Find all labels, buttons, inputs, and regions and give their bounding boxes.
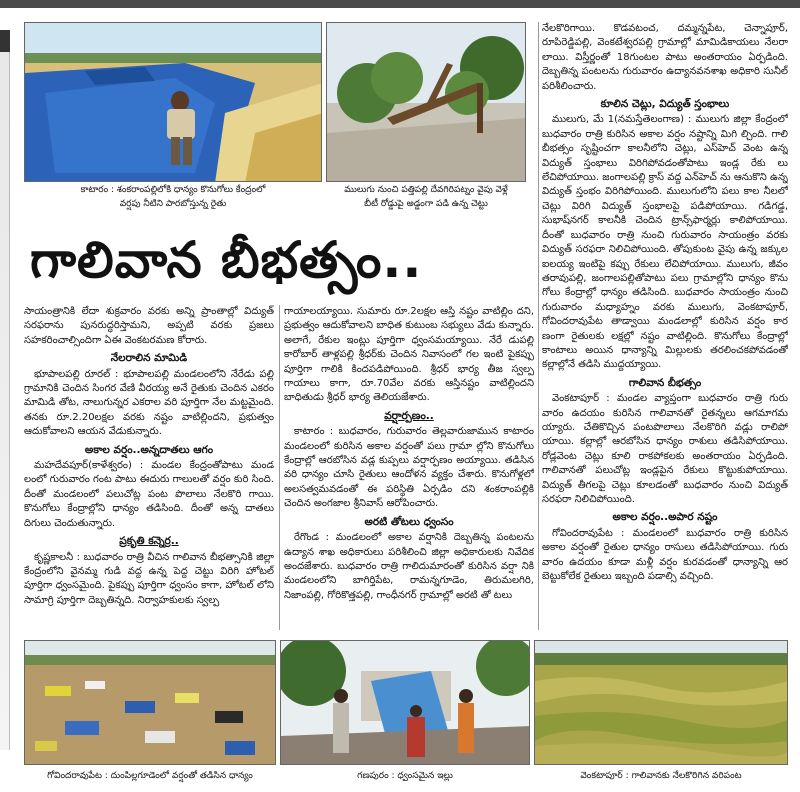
photo-caption-top-left-line1: కాటారం : శంకరాంపల్లిలోకి ధాన్యం కొనుగోలు కేంద్రంలో [80,185,266,195]
photo-caption-top-right-line1: ములుగు నుంచి పత్తిపల్లి దేవగిరిపట్నం వైపు వెళ్లే [344,185,508,195]
photo-caption-top-left-line2: వర్షపు నీటిని పారబోస్తున్న రైతు [119,199,227,209]
page-top-bar [0,0,800,8]
photo-caption-bottom-2: గణపురం : ధ్వంసమైన ఇల్లు [357,771,453,781]
photo-caption-top-right-line2: బీటీ రోడ్డుపై అడ్డంగా పడి ఉన్న చెట్టు [364,199,488,209]
page-tab-marker [0,30,10,52]
col1-paragraph-3: కృష్ణకాలనీ : బుధవారం రాత్రి వీచిన గాలివాన బీభత్సానికి జిల్లా కేంద్రంలోని వైనమ్మ గుడి వద్ద ఉన్న పెద్ద చెట్టు విరిగి హోటల్ పూర్తిగా ధ్వంసమైంది. పైకప్పు పూర్తిగా ధ్వంసం కాగా, హోటల్ లోని సామాగ్రి పూర్తిగా దెబ్బతిన్నది. నిర్వాహకులకు స్వల్ప [24,551,274,606]
col1-lead-paragraph: సాయంత్రానికి లేదా శుక్రవారం వరకు అన్ని ప్రాంతాల్లో విద్యుత్ సరఫరాను పునరుద్ధరిస్తామని, అప్పటి వరకు ప్రజలు సహకరించాల్సిందిగా ఏఈ వెంకటరమణ కోరారు. [24,306,274,346]
col3-paragraph-3: వెంకటాపూర్ : మండల వ్యాప్తంగా బుధవారం రాత్రి గురు వారం ఉదయం కురిసిన గాలివానతో రైతన్నలు ఆగమాగమ య్యారు. చేతికొచ్చిన పంటపొలాలు నేలకొరిగి వడ్లు రాలిపో యాయి. కల్లాల్లో ఆరబోసిన ధాన్యం రాశులు తడిసిపోయాయి. రోడ్లవెంట చెట్లు కూలి రాకపోకలకు అంతరాయం ఏర్పడింది. గాలివానతో పలుచోట్ల ఇండ్లపైన రేకులు కొట్టుకుపోయాయి. విద్యుత్ తీగలపై చెట్లు కూలడంతో బుధవారం నుంచి విద్యుత్ సరఫరా నిలిచిపోయింది. [542,393,788,505]
col2-paragraph-1: గాయాలయ్యాయి. సుమారు రూ.2లక్షల ఆస్తి నష్టం వాటిల్లిం దని, ప్రభుత్వం ఆదుకోవాలని బాధిత కుటుంబ సభ్యులు వేడు కున్నారు. అలాగే, రేకుల ఇంట్లు పూర్తిగా ధ్వంసమయ్యాయి. నేరే డుపల్లి కారోబార్ తాళ్లపల్లి శ్రీధర్‌కు చెందిన నివాసంలో గల ఇంటి పైకప్పు పూర్తిగా గాలికి కిందపడిపోయింది. శ్రీధర్ భార్య తీజ స్వల్ప గాయాలు కాగా, రూ.70వేల వరకు ఆస్తినష్టం వాటిల్లిందని బాధితుడు శ్రీధర్ భార్య తెలియజేశారు. [284,306,534,404]
column-divider-2 [538,22,539,630]
col3-subheading-1: కూలిన చెట్లు, విద్యుత్ స్తంభాలు [600,98,730,111]
col1-subheading-1: నేలరాలిన మామిడి [110,352,188,365]
article-column-3 [542,22,788,632]
photo-wet-grain-field [24,640,276,765]
photo-flattened-paddy [534,640,788,765]
col3-subheading-2: గాలివాన బీభత్సం [628,376,702,389]
article-column-1 [24,305,274,635]
col3-paragraph-2: ములుగు, మే 1(నమస్తేతెలంగాణ) : ములుగు జిల్లా కేంద్రంలో బుధవారం రాత్రి కురిసిన అకాల వర్షం నష్టాన్ని మిగి ల్చింది. గాలి బీభత్సం సృష్టించగా కాలనీలోని చెట్లు, ఎస్‌హెచ్ వెంట ఉన్న విద్యుత్ స్తంభాలు విరిగిపోవడంతోపాటు ఇండ్ల రేకు లు లేచిపోయాయి. జంగాలపల్లి క్రాస్ వద్ద ఎన్‌హెచ్ ను ఆనుకొని ఉన్న విద్యుత్ స్తంభం విరిగిపోయింది. ములుగులోని పలు కాల నీలలో చెట్లు విరిగి విద్యుత్ స్తంభాలపై పడిపోయాయి. గడిగడ్డ, సుభాష్‌నగర్ కాలనీకి చెందిన ట్రాన్స్‌ఫార్మర్లు కాలిపోయాయి. దీంతో బుధవారం రాత్రి నుంచి గురువారం సాయంత్రం వరకు విద్యుత్ సరఫరా నిలిచిపోయింది. తోపుకుంట వైపు ఉన్న జక్కుల ఐలయ్య ఇంటిపై కప్పు రేకులు లేచిపోయాయి. ములుగు, జీవం తరావుపల్లి, జంగాలపల్లితోపాటు పలు గ్రామాల్లోని ధాన్యం కొను గోలు కేంద్రాల్లో ధాన్యం తడిసింది. బుధవారం సాయంత్రం నుంచి గురువారం మధ్యాహ్నం వరకు ములుగు, వెంకటాపూర్, గోవిందరావుపేట తాడ్వాయి మండలాల్లో కురిసిన వర్షం కార ణంగా రైతులకు లక్షల్లో నష్టం వాటిల్లింది. కొనుగోలు కేంద్రాల్లో కాంటాలు అయిన ధాన్యాన్ని మిల్లులకు తరలించకపోవడంతో కల్లాల్లోనే తడిసి ముద్దయ్యాయి. [542,114,788,371]
col2-subheading-2: అరటి తోటలు ధ్వంసం [364,515,454,528]
adjacent-page-edge [0,30,10,750]
photo-grain-field-illustration [25,641,276,765]
col1-paragraph-2: మహదేవపూర్(కాళేశ్వరం) : మండల కేంద్రంతోపాటు మండ లంలో గురువారం గంట పాటు ఈదురు గాలులతో వర్షం కురి సింది. దీంతో మండలంలో పలుచోట్ల పంట పొలాలు నేలకొరి గాయి. కొనుగోలు కేంద్రాల్లోని ధాన్యం తడిసింది. దీంతో అన్న దాతలు దిగులు చెందుతున్నారు. [24,460,274,529]
col2-subheading-1: వర్షార్పణం.. [384,409,434,422]
photo-farmer-covering-grain [24,22,322,182]
col1-subheading-2: అకాల వర్షం..అన్నదాతలు ఆగం [84,443,214,456]
col2-paragraph-3: రేగొండ : మండలంలో అకాల వర్షానికి దెబ్బతిన్న పంటలను ఉద్యాన శాఖ అధికారులు పరిశీలించి జిల్లా అధికారులకు నివేదిక అందజేశారు. బుధవారం రాత్రి గాలిదుమారంతో కురిసిన వర్షా నికి మండలంలోని బాగిర్తిపేట, రామన్నగూడెం, తిరుమలగిరి, నిజాంపల్లి, గోరికొత్తపల్లి, గాంధీనగర్ గ్రామాల్లో అరటి తో టలు [284,532,534,601]
photo-caption-bottom-3: వెంకటాపూర్ : గాలివానకు నేలకొరిగిన వరిపంట [580,771,742,781]
photo-tree-illustration [327,23,526,182]
col2-paragraph-2: కాటారం : బుధవారం, గురువారం తెల్లవారుజామున కాటారం మండలంలో కురిసిన అకాల వర్షంతో పలు గ్రామా ల్లోని కొనుగోలు కేంద్రాల్లో ఆరబోసిన వడ్ల కుప్పలు వర్షార్పణం అయ్యాయి. తడిసిన వరి ధాన్యం చూసి రైతులు ఆందోళన వ్యక్తం చేశారు. కొనుగోళ్లలో అలసత్వమవడంతో ఈ పరిస్థితి ఏర్పడిం దని శంకరాంపల్లికి చెందిన అంగజాల శ్రీనివాస్ ఆరోపించారు. [284,426,534,510]
col3-paragraph-1: నేలకొరిగాయి. కొడవటంచ, దమ్మన్నపేట, చెన్నాపూర్, రూపిరెడ్డిపల్లి, వెంకటేశ్వరపల్లి గ్రామాల్లో మామిడికాయలు నేలరా లాయి. విస్తీర్ణంతో 18గుంటల పాటు అంతరాయం ఏర్పడింది. దెబ్బతిన్న పంటలను గురువారం ఉద్యానవనశాఖ అధికారి సునీల్ పరిశీలించారు. [542,23,788,92]
photo-house-illustration [281,641,530,765]
photo-paddy-illustration [535,641,788,765]
col1-paragraph-1: భూపాలపల్లి రూరల్ : భూపాలపల్లి మండలంలోని నేరేడు పల్లి గ్రామానికి చెందిన సింగర వేణి వీరయ్య అనే రైతుకు చెందిన ఎకరం మామిడి తోట, నాలుగున్నర ఎకరాల వరి పూర్తిగా నేల మట్టమైంది. తనకు రూ.2.20లక్షల వరకు నష్టం వాటిల్లిందని, ప్రభుత్వం ఆదుకోవాలని ఆయన వేడుకున్నారు. [24,368,274,438]
article-column-2 [284,305,534,635]
col1-subheading-3: ప్రకృతి కన్నెర్ర.. [119,535,179,548]
col3-paragraph-4: గోవిందరావుపేట : మండలంలో బుధవారం రాత్రి కురిసిన అకాల వర్షంతో రైతుల ధాన్యం రాసులు తడిసిపోయాయి. గురు వారం ఉదయం కూడా మళ్లీ వర్షం కురవడంతో ధాన్యాన్ని ఆర బెట్టుకోలేక రైతులు ఇబ్బంది పడాల్సి వచ్చింది. [542,527,788,583]
photo-farmer-illustration [25,23,322,182]
col3-subheading-3: అకాల వర్షం..అపార నష్టం [612,511,718,524]
photo-caption-bottom-1: గోవిందరావుపేట : దుంపిల్లగూడెంలో వర్షంతో తడిసిన ధాన్యం [47,771,253,781]
page-headline: గాలివాన బీభత్సం.. [30,231,423,289]
photo-damaged-house [280,640,530,765]
column-divider-1 [279,305,280,630]
photo-fallen-tree-on-road [326,22,526,182]
